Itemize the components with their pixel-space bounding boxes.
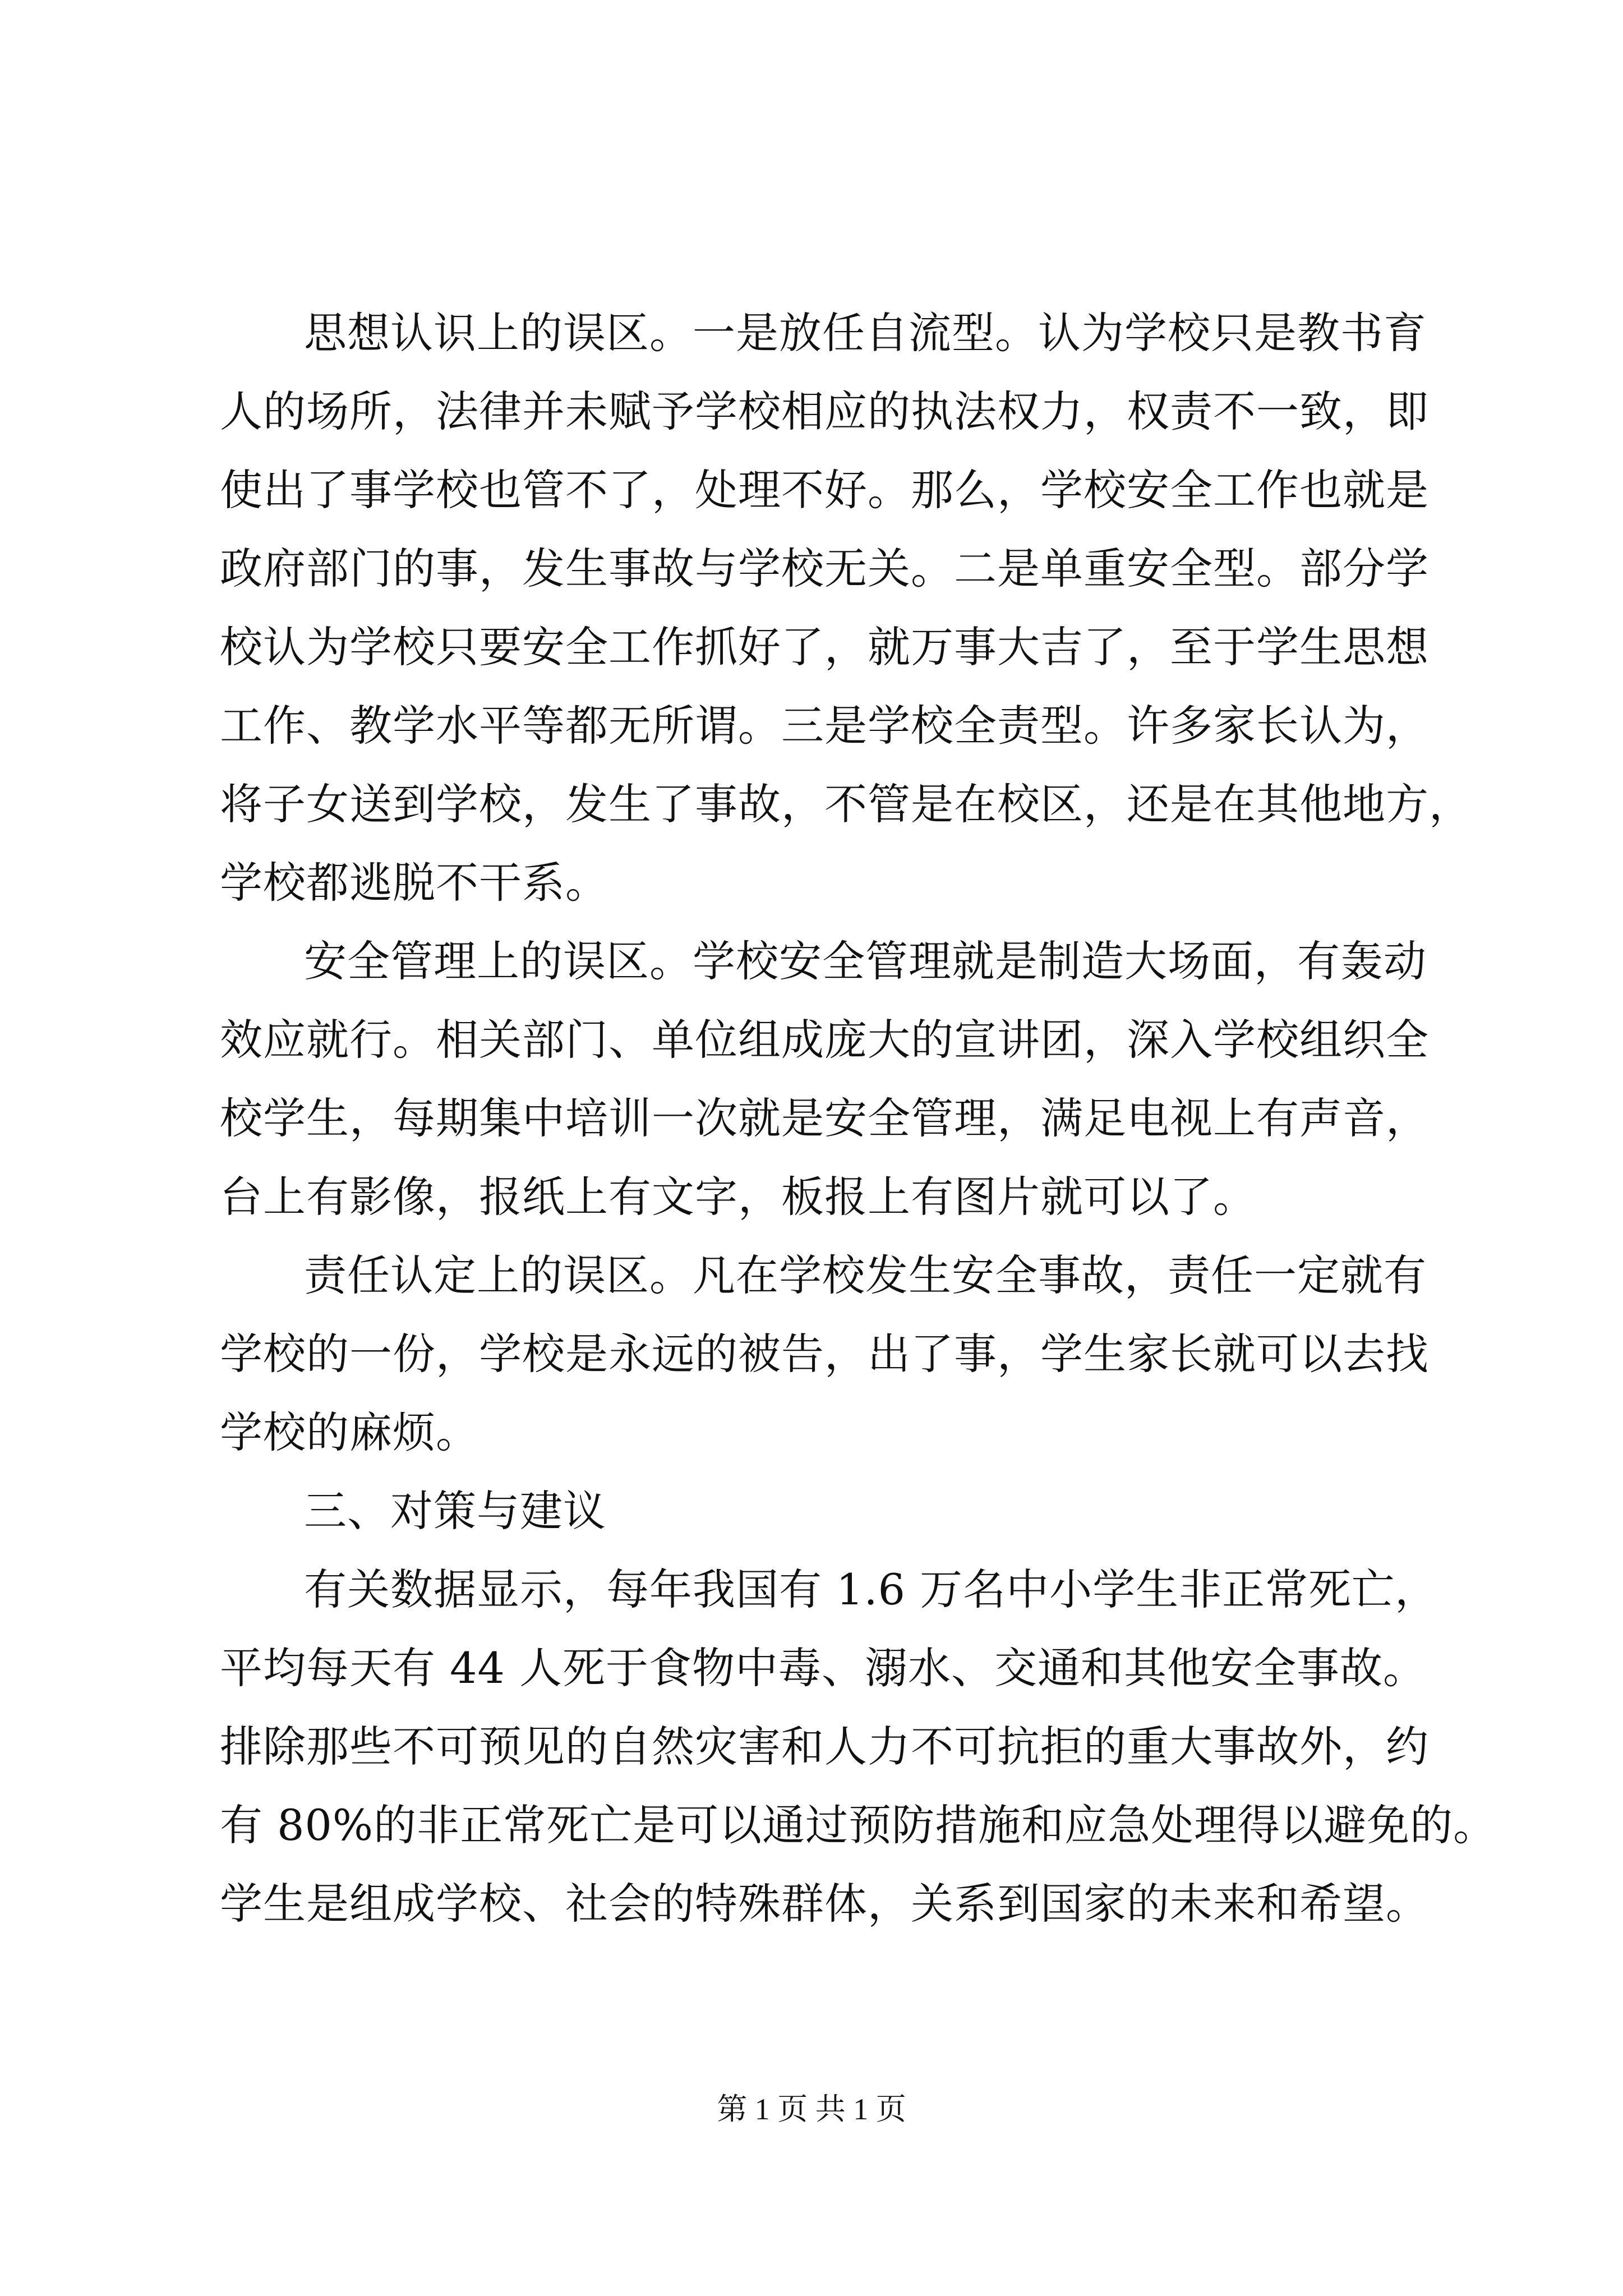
paragraph-line: 将子女送到学校，发生了事故，不管是在校区，还是在其他地方， (220, 779, 1472, 829)
paragraph-line: 学校都逃脱不干系。 (220, 858, 608, 908)
section-heading: 三、对策与建议 (304, 1486, 606, 1536)
paragraph-line: 思想认识上的误区。一是放任自流型。认为学校只是教书育 (304, 308, 1427, 358)
paragraph-line: 责任认定上的误区。凡在学校发生安全事故，责任一定就有 (304, 1250, 1427, 1300)
paragraph-line: 效应就行。相关部门、单位组成庞大的宣讲团，深入学校组织全 (220, 1015, 1429, 1065)
paragraph-line: 使出了事学校也管不了，处理不好。那么，学校安全工作也就是 (220, 465, 1429, 515)
paragraph-line: 学生是组成学校、社会的特殊群体，关系到国家的未来和希望。 (220, 1879, 1429, 1929)
paragraph-line: 校认为学校只要安全工作抓好了，就万事大吉了，至于学生思想 (220, 622, 1429, 672)
paragraph-line: 人的场所，法律并未赋予学校相应的执法权力，权责不一致，即 (220, 386, 1429, 436)
page-footer: 第 1 页 共 1 页 (717, 2092, 906, 2126)
paragraph-line: 学校的一份，学校是永远的被告，出了事，学生家长就可以去找 (220, 1329, 1429, 1379)
paragraph-line: 平均每天有 44 人死于食物中毒、溺水、交通和其他安全事故。 (220, 1643, 1427, 1693)
paragraph-line: 有关数据显示，每年我国有 1.6 万名中小学生非正常死亡， (304, 1565, 1438, 1614)
paragraph-line: 排除那些不可预见的自然灾害和人力不可抗拒的重大事故外，约 (220, 1722, 1429, 1772)
paragraph-line: 学校的麻烦。 (220, 1407, 479, 1457)
paragraph-line: 政府部门的事，发生事故与学校无关。二是单重安全型。部分学 (220, 544, 1429, 593)
paragraph-line: 台上有影像，报纸上有文字，板报上有图片就可以了。 (220, 1172, 1256, 1222)
paragraph-line: 有 80%的非正常死亡是可以通过预防措施和应急处理得以避免的。 (220, 1800, 1497, 1850)
paragraph-line: 校学生，每期集中培训一次就是安全管理，满足电视上有声音， (220, 1093, 1429, 1143)
paragraph-line: 工作、教学水平等都无所谓。三是学校全责型。许多家长认为， (220, 701, 1429, 751)
paragraph-line: 安全管理上的误区。学校安全管理就是制造大场面，有轰动 (304, 936, 1427, 986)
